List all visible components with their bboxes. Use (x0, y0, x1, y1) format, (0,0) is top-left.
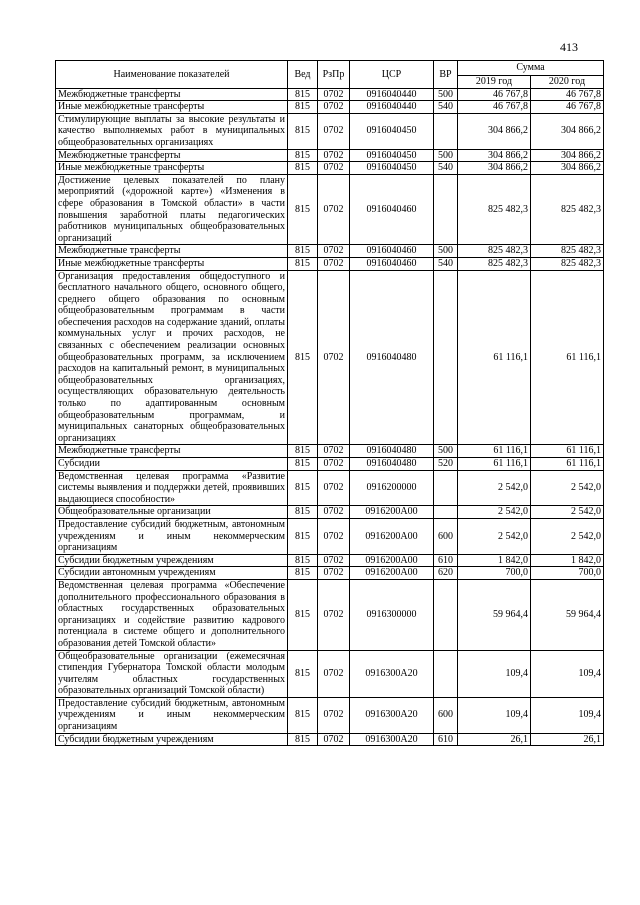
row-csr: 0916300A20 (350, 650, 434, 697)
row-sum-2020: 26,1 (531, 733, 604, 746)
table-row (56, 697, 604, 733)
row-sum-2019: 304 866,2 (458, 162, 531, 175)
table-row (56, 113, 604, 149)
row-vr: 540 (434, 257, 458, 270)
table-row (56, 554, 604, 567)
row-sum-2019: 825 482,3 (458, 245, 531, 258)
table-row (56, 470, 604, 506)
row-sum-2020: 61 116,1 (531, 445, 604, 458)
header-ved: Вед (288, 61, 318, 89)
table-row (56, 149, 604, 162)
row-sum-2019: 26,1 (458, 733, 531, 746)
row-sum-2020: 59 964,4 (531, 579, 604, 650)
row-vr (434, 113, 458, 149)
row-csr: 0916040460 (350, 174, 434, 245)
row-vr: 600 (434, 518, 458, 554)
header-year-2019: 2019 год (458, 76, 531, 89)
row-rzpr: 0702 (318, 149, 350, 162)
row-ved: 815 (288, 149, 318, 162)
row-rzpr: 0702 (318, 458, 350, 471)
row-sum-2019: 59 964,4 (458, 579, 531, 650)
row-rzpr: 0702 (318, 270, 350, 445)
row-vr: 610 (434, 554, 458, 567)
row-vr: 520 (434, 458, 458, 471)
row-sum-2020: 304 866,2 (531, 113, 604, 149)
row-csr: 0916300000 (350, 579, 434, 650)
row-csr: 0916040450 (350, 149, 434, 162)
row-name: Субсидии бюджетным учреждениям (56, 733, 288, 746)
row-sum-2019: 825 482,3 (458, 174, 531, 245)
row-ved: 815 (288, 579, 318, 650)
row-rzpr: 0702 (318, 518, 350, 554)
header-vr: ВР (434, 61, 458, 89)
table-row (56, 245, 604, 258)
row-csr: 0916200A00 (350, 518, 434, 554)
table-row (56, 270, 604, 445)
row-rzpr: 0702 (318, 579, 350, 650)
row-ved: 815 (288, 257, 318, 270)
row-ved: 815 (288, 458, 318, 471)
row-ved: 815 (288, 650, 318, 697)
row-rzpr: 0702 (318, 257, 350, 270)
row-csr: 0916300A20 (350, 733, 434, 746)
row-ved: 815 (288, 567, 318, 580)
row-sum-2020: 61 116,1 (531, 270, 604, 445)
row-rzpr: 0702 (318, 101, 350, 114)
table-row (56, 579, 604, 650)
row-rzpr: 0702 (318, 174, 350, 245)
row-rzpr: 0702 (318, 445, 350, 458)
row-sum-2019: 2 542,0 (458, 470, 531, 506)
row-name: Предоставление субсидий бюджетным, автономным учреждениям и иным некоммерческим организациям (56, 697, 288, 733)
row-rzpr: 0702 (318, 506, 350, 519)
row-sum-2019: 109,4 (458, 697, 531, 733)
row-sum-2020: 61 116,1 (531, 458, 604, 471)
row-sum-2019: 109,4 (458, 650, 531, 697)
row-name: Достижение целевых показателей по плану мероприятий («дорожной карте») «Изменения в сфере образования в Томской области» в части повышения заработной платы педагогических работников муниципальных общеобразовательных организаций (56, 174, 288, 245)
row-name: Ведомственная целевая программа «Обеспечение дополнительного профессионального образования в областных государственных образовательных организациях и содействие развитию кадрового потенциала в системе общего и дополнительного образования детей Томской области» (56, 579, 288, 650)
row-sum-2020: 2 542,0 (531, 518, 604, 554)
row-sum-2020: 2 542,0 (531, 470, 604, 506)
row-rzpr: 0702 (318, 245, 350, 258)
header-sum: Сумма (458, 61, 604, 76)
header-name: Наименование показателей (56, 61, 288, 89)
row-name: Иные межбюджетные трансферты (56, 101, 288, 114)
table-row (56, 567, 604, 580)
row-name: Организация предоставления общедоступного и бесплатного начального общего, основного общего, среднего общего образования по основным общеобразовательным программам в части обеспечения расходов на содержание зданий, оплаты коммунальных услуг и прочих расходов, не связанных с обеспечением реализации основных общеобразовательных программ, за исключением расходов на капитальный ремонт, в муниципальных общеобразовательных организациях, осуществляющих образовательную деятельность только по адаптированным основным общеобразовательным программам, и муниципальных санаторных общеобразовательных организациях (56, 270, 288, 445)
row-sum-2019: 2 542,0 (458, 506, 531, 519)
row-name: Предоставление субсидий бюджетным, автономным учреждениям и иным некоммерческим организациям (56, 518, 288, 554)
row-vr (434, 650, 458, 697)
row-ved: 815 (288, 270, 318, 445)
table-row (56, 257, 604, 270)
table-row (56, 506, 604, 519)
row-sum-2019: 825 482,3 (458, 257, 531, 270)
row-sum-2019: 304 866,2 (458, 149, 531, 162)
row-vr (434, 174, 458, 245)
header-year-2020: 2020 год (531, 76, 604, 89)
row-sum-2020: 46 767,8 (531, 88, 604, 101)
row-rzpr: 0702 (318, 697, 350, 733)
row-sum-2020: 825 482,3 (531, 174, 604, 245)
table-row (56, 101, 604, 114)
row-sum-2019: 61 116,1 (458, 270, 531, 445)
row-ved: 815 (288, 470, 318, 506)
row-rzpr: 0702 (318, 650, 350, 697)
table-row (56, 88, 604, 101)
row-vr (434, 470, 458, 506)
row-name: Субсидии автономным учреждениям (56, 567, 288, 580)
row-sum-2019: 1 842,0 (458, 554, 531, 567)
row-ved: 815 (288, 101, 318, 114)
row-csr: 0916040480 (350, 458, 434, 471)
row-sum-2020: 2 542,0 (531, 506, 604, 519)
row-ved: 815 (288, 506, 318, 519)
row-sum-2020: 700,0 (531, 567, 604, 580)
row-vr: 610 (434, 733, 458, 746)
row-vr: 500 (434, 445, 458, 458)
row-name: Межбюджетные трансферты (56, 88, 288, 101)
row-vr (434, 506, 458, 519)
row-ved: 815 (288, 245, 318, 258)
row-name: Стимулирующие выплаты за высокие результаты и качество выполняемых работ в муниципальных общеобразовательных организациях (56, 113, 288, 149)
row-sum-2020: 109,4 (531, 650, 604, 697)
row-ved: 815 (288, 88, 318, 101)
row-sum-2019: 46 767,8 (458, 88, 531, 101)
row-sum-2020: 46 767,8 (531, 101, 604, 114)
row-rzpr: 0702 (318, 88, 350, 101)
row-csr: 0916040480 (350, 445, 434, 458)
row-ved: 815 (288, 174, 318, 245)
row-sum-2019: 61 116,1 (458, 458, 531, 471)
table-row (56, 162, 604, 175)
row-vr: 500 (434, 88, 458, 101)
table-row (56, 174, 604, 245)
row-name: Межбюджетные трансферты (56, 245, 288, 258)
row-rzpr: 0702 (318, 113, 350, 149)
row-name: Иные межбюджетные трансферты (56, 162, 288, 175)
row-ved: 815 (288, 733, 318, 746)
row-name: Межбюджетные трансферты (56, 445, 288, 458)
row-csr: 0916040450 (350, 162, 434, 175)
row-name: Субсидии (56, 458, 288, 471)
row-csr: 0916040460 (350, 257, 434, 270)
row-sum-2020: 825 482,3 (531, 257, 604, 270)
row-rzpr: 0702 (318, 733, 350, 746)
row-vr: 620 (434, 567, 458, 580)
row-ved: 815 (288, 697, 318, 733)
row-ved: 815 (288, 113, 318, 149)
row-vr: 500 (434, 149, 458, 162)
row-rzpr: 0702 (318, 567, 350, 580)
row-ved: 815 (288, 445, 318, 458)
row-name: Ведомственная целевая программа «Развитие системы выявления и поддержки детей, проявивших выдающиеся способности» (56, 470, 288, 506)
row-sum-2019: 61 116,1 (458, 445, 531, 458)
table-row (56, 733, 604, 746)
row-ved: 815 (288, 162, 318, 175)
row-name: Общеобразовательные организации (56, 506, 288, 519)
row-sum-2020: 304 866,2 (531, 162, 604, 175)
row-csr: 0916200000 (350, 470, 434, 506)
header-rzpr: РзПр (318, 61, 350, 89)
row-sum-2020: 825 482,3 (531, 245, 604, 258)
row-csr: 0916200A00 (350, 506, 434, 519)
row-sum-2019: 46 767,8 (458, 101, 531, 114)
row-vr (434, 270, 458, 445)
row-csr: 0916040440 (350, 101, 434, 114)
row-rzpr: 0702 (318, 162, 350, 175)
row-csr: 0916200A00 (350, 554, 434, 567)
row-csr: 0916040450 (350, 113, 434, 149)
row-ved: 815 (288, 518, 318, 554)
header-csr: ЦСР (350, 61, 434, 89)
row-csr: 0916200A00 (350, 567, 434, 580)
row-sum-2020: 109,4 (531, 697, 604, 733)
row-csr: 0916040480 (350, 270, 434, 445)
row-sum-2020: 304 866,2 (531, 149, 604, 162)
row-vr: 540 (434, 162, 458, 175)
row-vr: 540 (434, 101, 458, 114)
row-csr: 0916300A20 (350, 697, 434, 733)
row-name: Межбюджетные трансферты (56, 149, 288, 162)
table-row (56, 458, 604, 471)
row-csr: 0916040440 (350, 88, 434, 101)
row-sum-2019: 2 542,0 (458, 518, 531, 554)
row-sum-2020: 1 842,0 (531, 554, 604, 567)
row-vr (434, 579, 458, 650)
row-sum-2019: 304 866,2 (458, 113, 531, 149)
table-row (56, 518, 604, 554)
row-sum-2019: 700,0 (458, 567, 531, 580)
table-row (56, 650, 604, 697)
row-rzpr: 0702 (318, 470, 350, 506)
row-vr: 500 (434, 245, 458, 258)
row-vr: 600 (434, 697, 458, 733)
row-csr: 0916040460 (350, 245, 434, 258)
page-number: 413 (560, 40, 578, 54)
budget-table (55, 60, 604, 746)
row-ved: 815 (288, 554, 318, 567)
row-name: Общеобразовательные организации (ежемесячная стипендия Губернатора Томской области молодым учителям областных государственных образовательных организаций Томской области) (56, 650, 288, 697)
table-row (56, 445, 604, 458)
row-name: Субсидии бюджетным учреждениям (56, 554, 288, 567)
row-rzpr: 0702 (318, 554, 350, 567)
table-body (56, 88, 604, 746)
row-name: Иные межбюджетные трансферты (56, 257, 288, 270)
